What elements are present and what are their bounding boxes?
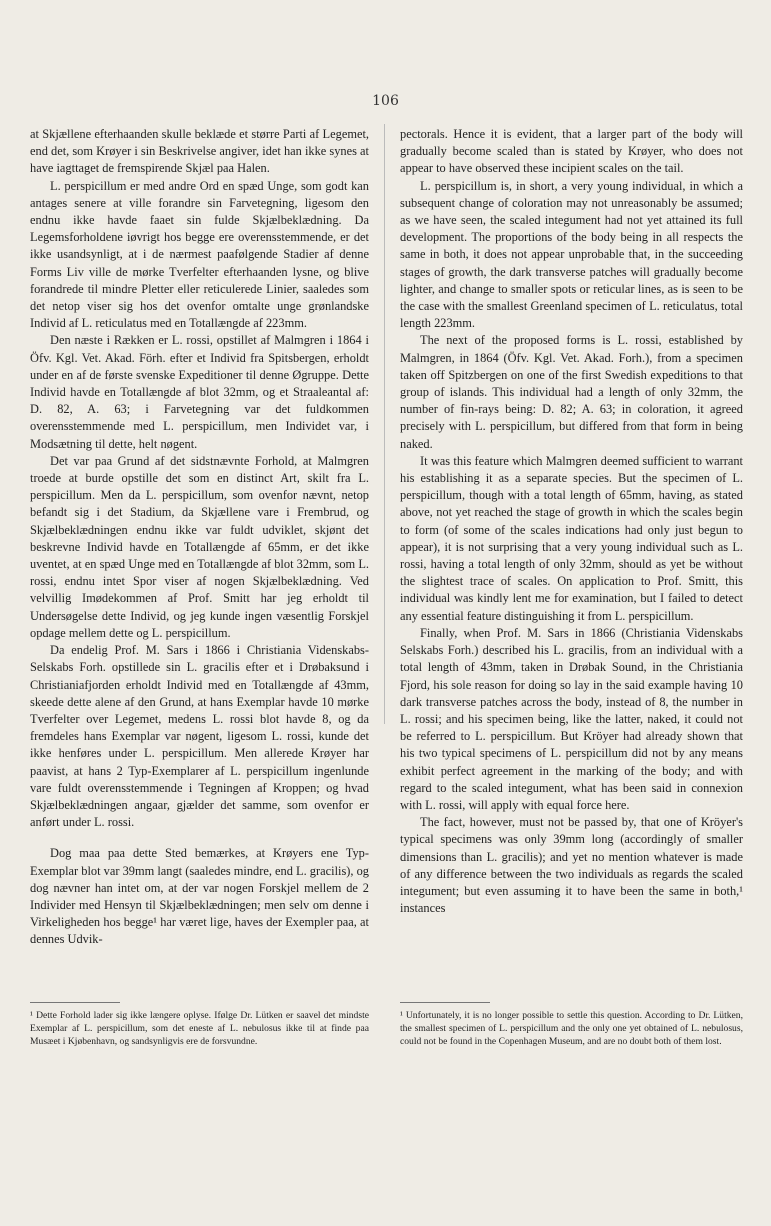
paragraph: L. perspicillum is, in short, a very young individual, in which a subsequent change of coloration may not unreasonably be assumed; as we have seen, the scaled integument had not yet attained its full development. The proportions of the body being in all respects the same in both, it does not appear unprobable that, in the succeeding stages of growth, the dark transverse patches will gradually become lighter, and change to smaller spots or reticular lines, as is seen to be the case with the smallest Greenland specimen of L. reticulatus, total length 223mm.: [400, 178, 743, 331]
right-column-english: [400, 126, 743, 917]
paragraph: The fact, however, must not be passed by, that one of Kröyer's typical specimens was only 39mm long (accordingly of smaller dimensions than L. gracilis); and yet no mention whatever is made of any difference between the two individuals as regards the scaled integument; but even assuming it to have been the same in both,¹ instances: [400, 815, 743, 916]
footnote-rule: [400, 1002, 490, 1003]
footnote-danish: ¹ Dette Forhold lader sig ikke længere oplyse. Ifølge Dr. Lütken er saavel det mindste Exemplar af L. perspicillum, som det eneste af L. nebulosus ikke til at finde paa Musæet i Kjøbenhavn, og sandsynligvis ere de forsvundne.: [30, 1010, 369, 1047]
column-divider: [384, 124, 385, 724]
footnote-english: ¹ Unfortunately, it is no longer possible to settle this question. According to Dr. Lütken, the smallest specimen of L. perspicillum and the only one yet obtained of L. nebulosus, could not be found in the Copenhagen Museum, and are no doubt both of them lost.: [400, 1010, 743, 1047]
paragraph: Da endelig Prof. M. Sars i 1866 i Christiania Videnskabs-Selskabs Forh. opstillede sin L. gracilis efter et i Drøbaksund i Christianiafjorden erholdt Individ med en Totallængde af 43mm, skeede dette alene af den Grund, at hans Exemplar havde 10 mørke Tverfelter over Legemet, medens L. rossi blot havde 8, og da fremdeles hans Exemplar var nøgent, ligesom L. rossi, kunde det ikke henføres under L. perspicillum. Men allerede Krøyer har paavist, at hans 2 Typ-Exemplarer af L. perspicillum ingenlunde vare fuldt overensstemmende i Tegningen af Kroppen; og hvad Skjælbeklædningen angaar, gjælder det samme, som ovenfor er anført under L. rossi.: [30, 643, 369, 830]
paragraph: Det var paa Grund af det sidstnævnte Forhold, at Malmgren troede at burde opstille det som en distinct Art, skilt fra L. perspicillum. Men da L. perspicillum, som ovenfor nævnt, netop befandt sig i det Stadium, da Skjællene vare i Frembrud, og Skjælbeklædningen endnu ikke var fuldt udviklet, skjønt det beskrevne Individ havde en Totallængde af 65mm, er det ikke uventet, at en spæd Unge med en Totallængde af blot 32mm, som L. rossi, endnu intet Spor viser af nogen Skjælbeklædning. Ved velvillig Imødekommen af Prof. Smitt har jeg erholdt til Undersøgelse dette Individ, og jeg kunde ingen væsentlig Forskjel opdage mellem dette og L. perspicillum.: [30, 453, 369, 640]
paragraph: Finally, when Prof. M. Sars in 1866 (Christiania Videnskabs Selskabs Forh.) described his L. gracilis, from an individual with a total length of 43mm, taken in Drøbak Sound, in the Christiania Fjord, his sole reason for doing so lay in the said example having 10 dark transverse patches across the body, instead of 8, the number in L. rossi; and his specimen being, like the latter, naked, it could not be referred to L. perspicillum. But Kröyer had already shown that his two typical specimens of L. perspicillum did not by any means exhibit perfect agreement in the marking of the body; and with regard to the scaled integument, what has been said in connexion with L. rossi, will apply with equal force here.: [400, 625, 743, 812]
paragraph: Den næste i Rækken er L. rossi, opstillet af Malmgren i 1864 i Öfv. Kgl. Vet. Akad. Förh. efter et Individ fra Spitsbergen, erholdt under en af de første svenske Expeditioner til denne Øgruppe. Dette Individ havde en Totallængde af blot 32mm, og et Straaleantal af: D. 82, A. 63; i Farvetegning var det fuldkommen overensstemmende med L. perspicillum, men Individet var, i Modsætning til dette, helt nøgent.: [30, 333, 369, 451]
paragraph: pectorals. Hence it is evident, that a larger part of the body will gradually become scaled than is stated by Krøyer, who does not appear to have observed these incipient scales on the tail.: [400, 127, 743, 176]
paragraph: at Skjællene efterhaanden skulle beklæde et større Parti af Legemet, end det, som Krøyer i sin Beskrivelse angiver, idet han ikke synes at have iagttaget de fremspirende Skjæl paa Halen.: [30, 127, 369, 176]
paragraph: It was this feature which Malmgren deemed sufficient to warrant his establishing it as a separate species. But the specimen of L. perspicillum, though with a total length of 65mm, having, as stated above, not yet reached the stage of growth in which the scales begin to form (of some of the scales indications had only just begun to appear), it is not surprising that a very young individual such as L. rossi, having a total length of only 32mm, should as yet be without the slightest trace of scales. On application to Prof. Smitt, this individual was kindly lent me for examination, but I failed to detect any essential feature distinguishing it from L. perspicillum.: [400, 453, 743, 623]
page-number: 106: [372, 93, 399, 109]
footnote-rule: [30, 1002, 120, 1003]
paragraph: The next of the proposed forms is L. rossi, established by Malmgren, in 1864 (Öfv. Kgl. Vet. Akad. Forh.), from a specimen taken off Spitzbergen on one of the first Swedish expeditions to that group of islands. This individual had a length of only 32mm, the number of fin-rays being: D. 82; A. 63; in coloration, it agreed precisely with L. perspicillum, but differed from that form in being naked.: [400, 333, 743, 451]
left-column-danish: [30, 126, 369, 949]
paragraph: L. perspicillum er med andre Ord en spæd Unge, som godt kan antages senere at ville forandre sin Farvetegning, ligesom den endnu ikke havde faaet sin fulde Skjælbeklædning. Da Legemsforholdene iøvrigt hos begge ere overensstemmende, er det ikke usandsynligt, at i de nærmest paafølgende Stadier af denne Forms Liv ville de mørke Tverfelter efterhaanden lysne, og blive forandrede til mindre Pletter eller reticulerede Linier, saaledes som det netop viser sig hos det ovenfor omtalte unge grønlandske Individ af L. reticulatus med en Totallængde af 223mm.: [30, 178, 369, 331]
paragraph: Dog maa paa dette Sted bemærkes, at Krøyers ene Typ-Exemplar blot var 39mm langt (saaledes mindre, end L. gracilis), og dog nævner han intet om, at der var nogen Forskjel mellem de 2 Individer med Hensyn til Skjælbeklædningen; men selv om denne i Virkeligheden hos begge¹ har været lige, haves der Exempler paa, at dennes Udvik-: [30, 846, 369, 947]
